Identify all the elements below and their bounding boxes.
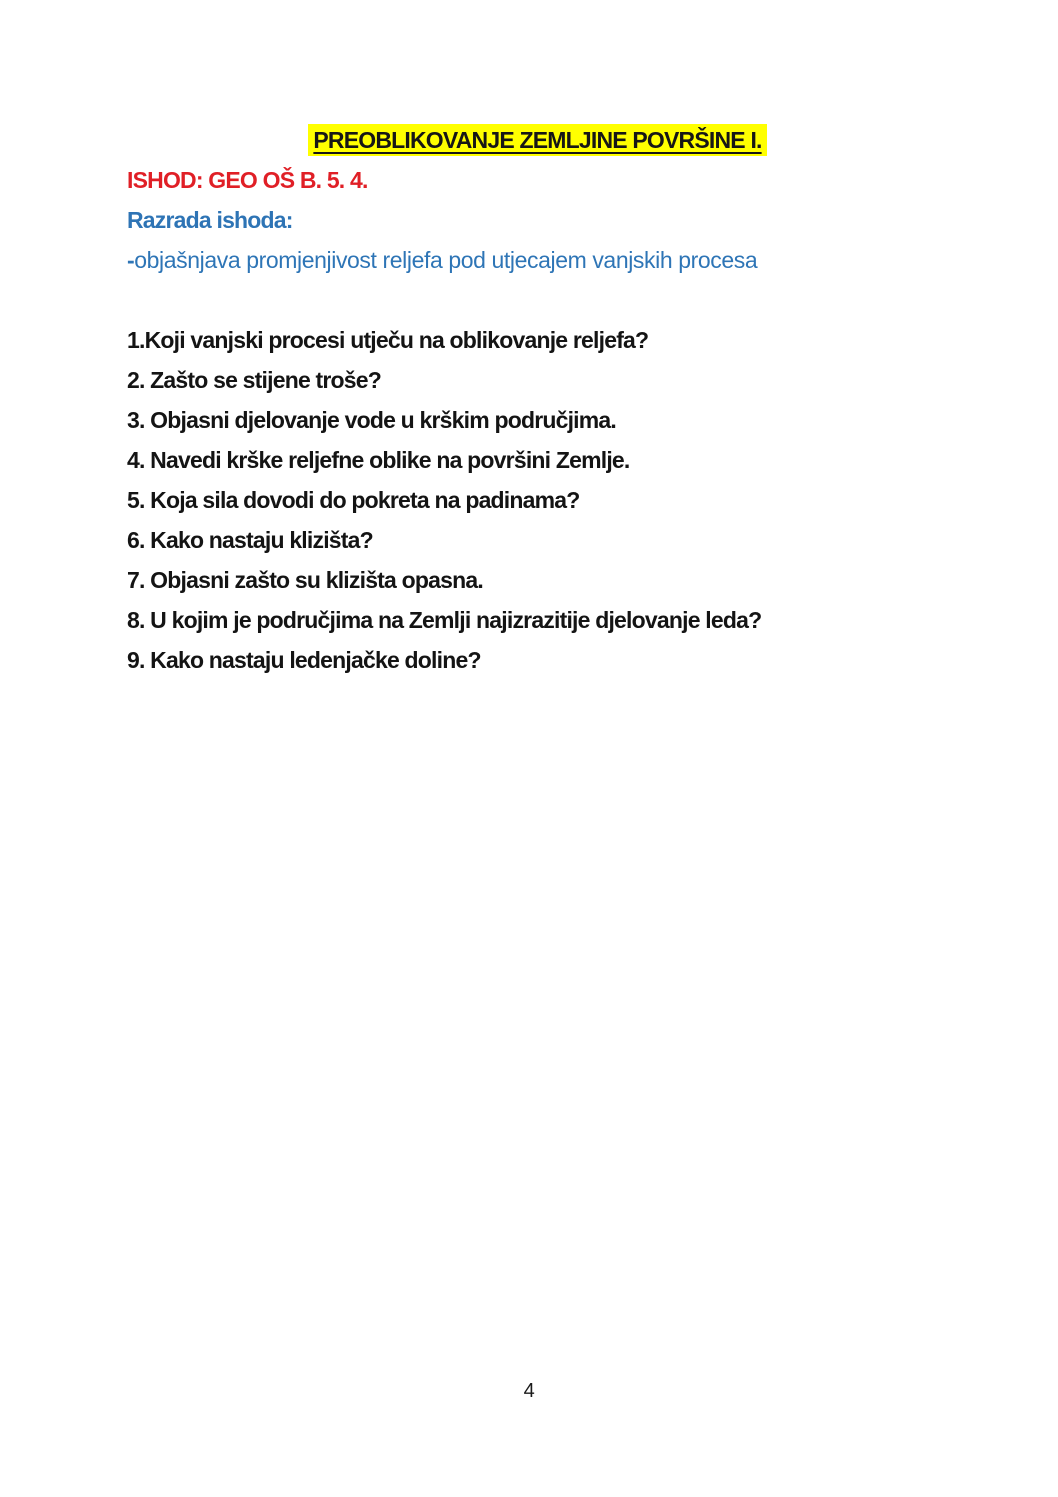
page-title <box>127 120 948 160</box>
question-item-9: 9. Kako nastaju ledenjačke doline? <box>127 647 481 673</box>
question-item-3: 3. Objasni djelovanje vode u krškim područjima. <box>127 407 617 433</box>
document-content <box>0 0 1058 680</box>
question-item-2: 2. Zašto se stijene troše? <box>127 367 382 393</box>
ishod-heading: ISHOD: GEO OŠ B. 5. 4. <box>127 167 368 193</box>
question-item-1: 1.Koji vanjski procesi utječu na oblikovanje reljefa? <box>127 327 649 353</box>
outcome-dash: - <box>127 247 135 273</box>
questions-list <box>127 320 948 680</box>
question-item-5: 5. Koja sila dovodi do pokreta na padinama? <box>127 487 580 513</box>
outcome-text: objašnjava promjenjivost reljefa pod utjecajem vanjskih procesa <box>134 247 758 273</box>
question-item-7: 7. Objasni zašto su klizišta opasna. <box>127 567 483 593</box>
question-item-4: 4. Navedi krške reljefne oblike na površini Zemlje. <box>127 447 630 473</box>
page-title-highlight: PREOBLIKOVANJE ZEMLJINE POVRŠINE I. <box>308 124 766 156</box>
outcome-line <box>127 240 948 280</box>
razrada-heading: Razrada ishoda: <box>127 207 293 233</box>
question-item-6: 6. Kako nastaju klizišta? <box>127 527 373 553</box>
blank-line <box>127 280 948 320</box>
question-item-8: 8. U kojim je područjima na Zemlji najizrazitije djelovanje leda? <box>127 607 762 633</box>
page-number: 4 <box>523 1380 535 1402</box>
